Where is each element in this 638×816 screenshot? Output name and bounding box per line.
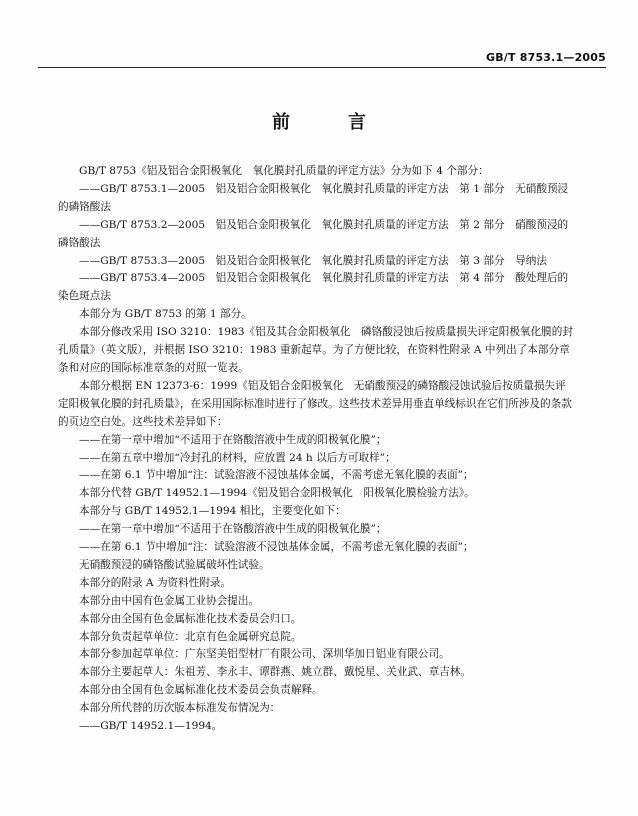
paragraph-replaces: 本部分代替 GB/T 14952.1—1994《铝及铝合金阳极氧化 阳极氧化膜检验方法》。 — [79, 487, 475, 500]
paragraph-interpretation: 本部分由全国有色金属标准化技术委员会负责解释。 — [79, 684, 323, 697]
paragraph-changes-intro: 本部分与 GB/T 14952.1—1994 相比，主要变化如下： — [79, 505, 346, 518]
paragraph-intro: GB/T 8753《铝及铝合金阳极氧化 氧化膜封孔质量的评定方法》分为如下 4 个部分： — [79, 165, 489, 177]
paragraph-part-4: ——GB/T 8753.4—2005 铝及铝合金阳极氧化 氧化膜封孔质量的评定方法 第 4 部分 酸处理后的染色斑点法 — [58, 272, 569, 303]
paragraph-appendix: 本部分的附录 A 为资料性附录。 — [79, 576, 232, 589]
paragraph-history-item: ——GB/T 14952.1—1994。 — [79, 720, 223, 733]
paragraph-drafters: 本部分主要起草人：朱祖芳、李永丰、谭群燕、姚立群、戴悦星、关业武、章吉林。 — [79, 666, 471, 679]
paragraph-change-2: ——在第 6.1 节中增加“注：试验溶液不浸蚀基体金属，不需考虑无氧化膜的表面”； — [79, 541, 474, 554]
paragraph-iso-adoption: 本部分修改采用 ISO 3210：1983《铝及其合金阳极氧化 磷铬酸浸蚀后按质量损失评定阳极氧化膜的封孔质量》（英文版），并根据 ISO 3210：1983 重新起草。为了方便比较，在资料性附录 A 中列出了本部分章条和对应的国际标准章条的对照一览表。 — [58, 326, 573, 374]
paragraph-part-1: ——GB/T 8753.1—2005 铝及铝合金阳极氧化 氧化膜封孔质量的评定方法 第 1 部分 无硝酸预浸的磷铬酸法 — [58, 182, 569, 213]
header-divider — [38, 67, 606, 68]
paragraph-part-3: ——GB/T 8753.3—2005 铝及铝合金阳极氧化 氧化膜封孔质量的评定方法 第 3 部分 导纳法 — [79, 254, 547, 267]
paragraph-diff-3: ——在第 6.1 节中增加“注：试验溶液不浸蚀基体金属，不需考虑无氧化膜的表面”； — [79, 469, 474, 482]
standard-number: GB/T 8753.1—2005 — [485, 51, 606, 64]
paragraph-participants: 本部分参加起草单位：广东坚美铝型材厂有限公司、深圳华加日铝业有限公司。 — [79, 648, 450, 661]
paragraph-en-basis: 本部分根据 EN 12373-6：1999《铝及铝合金阳极氧化 无硝酸预浸的磷铬酸浸蚀试验后按质量损失评定阳极氧化膜的封孔质量》，在采用国际标准时进行了修改。这些技术差异用垂直单线标识在它们所涉及的条款的页边空白处。这些技术差异如下： — [58, 379, 572, 428]
paragraph-part-2: ——GB/T 8753.2—2005 铝及铝合金阳极氧化 氧化膜封孔质量的评定方法 第 2 部分 硝酸预浸的磷铬酸法 — [58, 218, 569, 249]
paragraph-diff-1: ——在第一章中增加“不适用于在铬酸溶液中生成的阳极氧化膜”； — [79, 433, 387, 446]
paragraph-change-1: ——在第一章中增加“不适用于在铬酸溶液中生成的阳极氧化膜”； — [79, 523, 387, 536]
paragraph-diff-2: ——在第五章中增加“冷封孔的材料，应放置 24 h 以后方可取样”； — [79, 451, 396, 464]
paragraph-this-part: 本部分为 GB/T 8753 的第 1 部分。 — [79, 308, 252, 321]
paragraph-lead-drafter: 本部分负责起草单位：北京有色金属研究总院。 — [79, 630, 302, 643]
paragraph-history-intro: 本部分所代替的历次版本标准发布情况为： — [79, 702, 281, 715]
foreword-body — [58, 163, 576, 736]
paragraph-proposed-by: 本部分由中国有色金属工业协会提出。 — [79, 594, 260, 607]
page-title: 前 言 — [272, 112, 386, 133]
paragraph-centralized-by: 本部分由全国有色金属标准化技术委员会归口。 — [79, 612, 302, 625]
paragraph-destructive: 无硝酸预浸的磷铬酸试验属破坏性试验。 — [79, 558, 270, 571]
